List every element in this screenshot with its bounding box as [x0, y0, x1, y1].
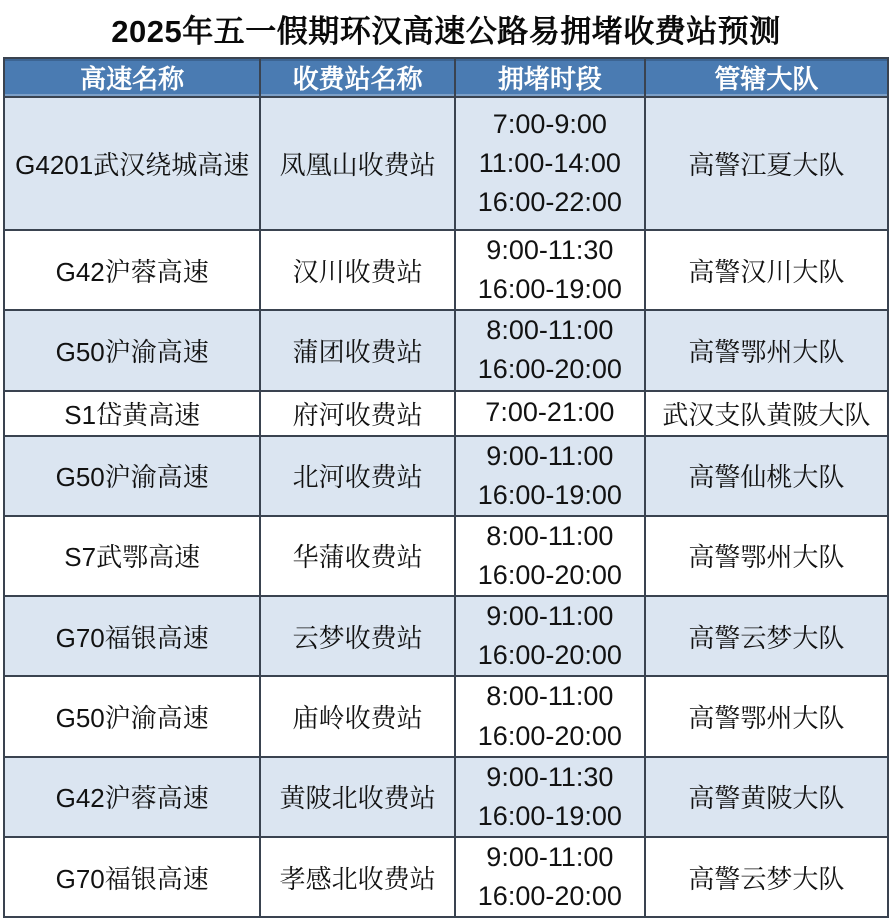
time-period: 16:00-20:00: [477, 720, 622, 751]
brigade-cell: 高警鄂州大队: [645, 516, 888, 596]
time-period: 16:00-20:00: [477, 354, 622, 385]
table-row: [4, 391, 888, 436]
time-period: 8:00-11:00: [486, 681, 614, 712]
column-header-time: 拥堵时段: [455, 58, 645, 97]
time-period: 7:00-21:00: [485, 397, 615, 428]
table-row: [4, 230, 888, 310]
station-cell: 蒲团收费站: [260, 310, 454, 390]
time-cell: [455, 97, 645, 230]
highway-cell: G70福银高速: [4, 596, 260, 676]
table-row: [4, 436, 888, 516]
highway-cell: G50沪渝高速: [4, 436, 260, 516]
time-cell: [455, 596, 645, 676]
time-cell: [455, 516, 645, 596]
highway-cell: G42沪蓉高速: [4, 230, 260, 310]
time-period: 9:00-11:30: [486, 761, 614, 792]
brigade-cell: 高警汉川大队: [645, 230, 888, 310]
highway-cell: G70福银高速: [4, 837, 260, 917]
time-period: 16:00-20:00: [477, 640, 622, 671]
table-row: [4, 757, 888, 837]
station-cell: 黄陂北收费站: [260, 757, 454, 837]
table-row: [4, 310, 888, 390]
time-period: 7:00-9:00: [492, 108, 607, 139]
table-row: [4, 97, 888, 230]
page-title: 2025年五一假期环汉高速公路易拥堵收费站预测: [111, 14, 781, 49]
time-period: 16:00-20:00: [477, 559, 622, 590]
time-period: 11:00-14:00: [478, 147, 621, 178]
station-cell: 府河收费站: [260, 391, 454, 436]
brigade-cell: 高警云梦大队: [645, 837, 888, 917]
time-period: 16:00-19:00: [477, 800, 622, 831]
station-cell: 汉川收费站: [260, 230, 454, 310]
highway-cell: S7武鄂高速: [4, 516, 260, 596]
time-period: 16:00-20:00: [477, 881, 622, 912]
time-period: 9:00-11:00: [486, 601, 614, 632]
time-cell: [455, 676, 645, 756]
table-row: [4, 516, 888, 596]
time-cell: [455, 837, 645, 917]
highway-cell: S1岱黄高速: [4, 391, 260, 436]
congestion-forecast-table: [3, 57, 889, 918]
brigade-cell: 高警云梦大队: [645, 596, 888, 676]
highway-cell: G50沪渝高速: [4, 676, 260, 756]
brigade-cell: 高警仙桃大队: [645, 436, 888, 516]
station-cell: 庙岭收费站: [260, 676, 454, 756]
column-header-brigade: 管辖大队: [645, 58, 888, 97]
brigade-cell: 高警江夏大队: [645, 97, 888, 230]
time-cell: [455, 391, 645, 436]
column-header-station: 收费站名称: [260, 58, 454, 97]
station-cell: 北河收费站: [260, 436, 454, 516]
time-cell: [455, 757, 645, 837]
highway-cell: G4201武汉绕城高速: [4, 97, 260, 230]
table-row: [4, 676, 888, 756]
station-cell: 华蒲收费站: [260, 516, 454, 596]
station-cell: 孝感北收费站: [260, 837, 454, 917]
station-cell: 云梦收费站: [260, 596, 454, 676]
column-header-highway: 高速名称: [4, 58, 260, 97]
time-period: 8:00-11:00: [486, 315, 614, 346]
time-cell: [455, 230, 645, 310]
time-period: 16:00-19:00: [477, 274, 622, 305]
highway-cell: G50沪渝高速: [4, 310, 260, 390]
time-cell: [455, 310, 645, 390]
table-row: [4, 837, 888, 917]
time-period: 8:00-11:00: [486, 520, 614, 551]
station-cell: 凤凰山收费站: [260, 97, 454, 230]
brigade-cell: 高警鄂州大队: [645, 676, 888, 756]
time-cell: [455, 436, 645, 516]
brigade-cell: 高警黄陂大队: [645, 757, 888, 837]
table-row: [4, 596, 888, 676]
time-period: 16:00-22:00: [477, 187, 622, 218]
time-period: 9:00-11:00: [486, 440, 614, 471]
time-period: 9:00-11:00: [486, 841, 614, 872]
brigade-cell: 高警鄂州大队: [645, 310, 888, 390]
brigade-cell: 武汉支队黄陂大队: [645, 391, 888, 436]
header-row: [4, 58, 888, 97]
highway-cell: G42沪蓉高速: [4, 757, 260, 837]
time-period: 9:00-11:30: [486, 235, 614, 265]
time-period: 16:00-19:00: [477, 479, 622, 510]
